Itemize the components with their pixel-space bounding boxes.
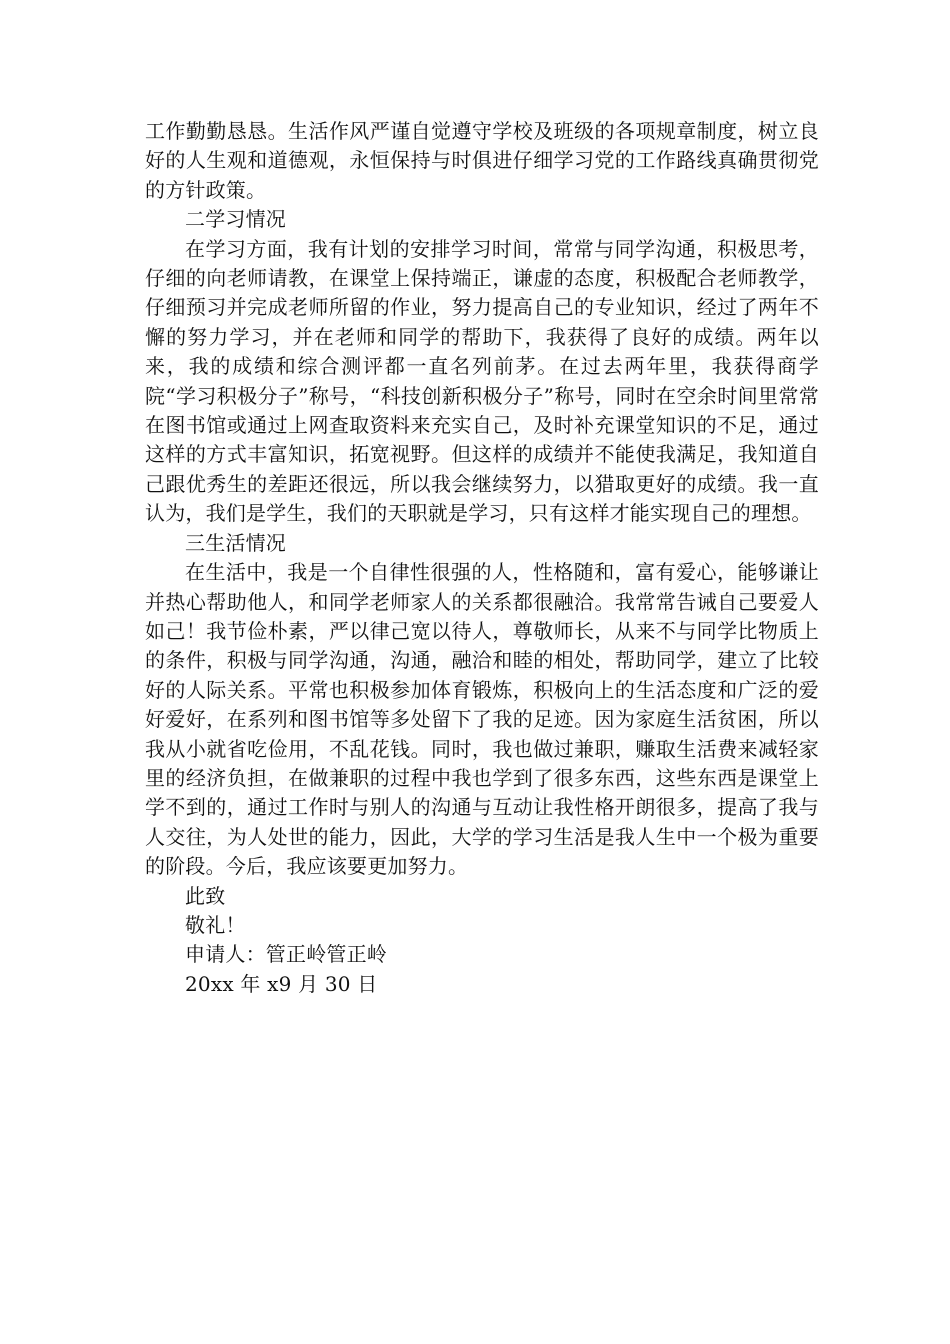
document-body (145, 117, 819, 999)
section-heading-life: 三生活情况 (185, 530, 286, 555)
applicant-signature: 申请人：管正岭管正岭 (185, 942, 387, 967)
section-heading-study: 二学习情况 (185, 207, 286, 232)
paragraph-life: 在生活中，我是一个自律性很强的人，性格随和，富有爱心，能够谦让并热心帮助他人，和同学老师家人的关系都很融洽。我常常告诫自己要爱人如己！我节俭朴素，严以律己宽以待人，尊敬师长，从来不与同学比物质上的条件，积极与同学沟通，沟通，融洽和睦的相处，帮助同学，建立了比较好的人际关系。平常也积极参加体育锻炼，积极向上的生活态度和广泛的爱好爱好，在系列和图书馆等多处留下了我的足迹。因为家庭生活贫困，所以我从小就省吃俭用，不乱花钱。同时，我也做过兼职，赚取生活费来减轻家里的经济负担，在做兼职的过程中我也学到了很多东西，这些东西是课堂上学不到的，通过工作时与别人的沟通与互动让我性格开朗很多，提高了我与人交往，为人处世的能力，因此，大学的学习生活是我人生中一个极为重要的阶段。今后，我应该要更加努力。 (145, 560, 819, 879)
document-date: 20xx 年 x9 月 30 日 (185, 971, 378, 996)
closing-regards: 敬礼！ (185, 912, 246, 937)
paragraph-work-conduct: 工作勤勤恳恳。生活作风严谨自觉遵守学校及班级的各项规章制度，树立良好的人生观和道德观，永恒保持与时俱进仔细学习党的工作路线真确贯彻党的方针政策。 (145, 119, 819, 202)
closing-salutation: 此致 (185, 883, 226, 908)
paragraph-study: 在学习方面，我有计划的安排学习时间，常常与同学沟通，积极思考，仔细的向老师请教，在课堂上保持端正，谦虚的态度，积极配合老师教学，仔细预习并完成老师所留的作业，努力提高自己的专业知识，经过了两年不懈的努力学习，并在老师和同学的帮助下，我获得了良好的成绩。两年以来，我的成绩和综合测评都一直名列前茅。在过去两年里，我获得商学院“学习积极分子”称号，“科技创新积极分子”称号，同时在空余时间里常常在图书馆或通过上网查取资料来充实自己，及时补充课堂知识的不足，通过这样的方式丰富知识，拓宽视野。但这样的成绩并不能使我满足，我知道自己跟优秀生的差距还很远，所以我会继续努力，以猎取更好的成绩。我一直认为，我们是学生，我们的天职就是学习，只有这样才能实现自己的理想。 (145, 236, 819, 526)
